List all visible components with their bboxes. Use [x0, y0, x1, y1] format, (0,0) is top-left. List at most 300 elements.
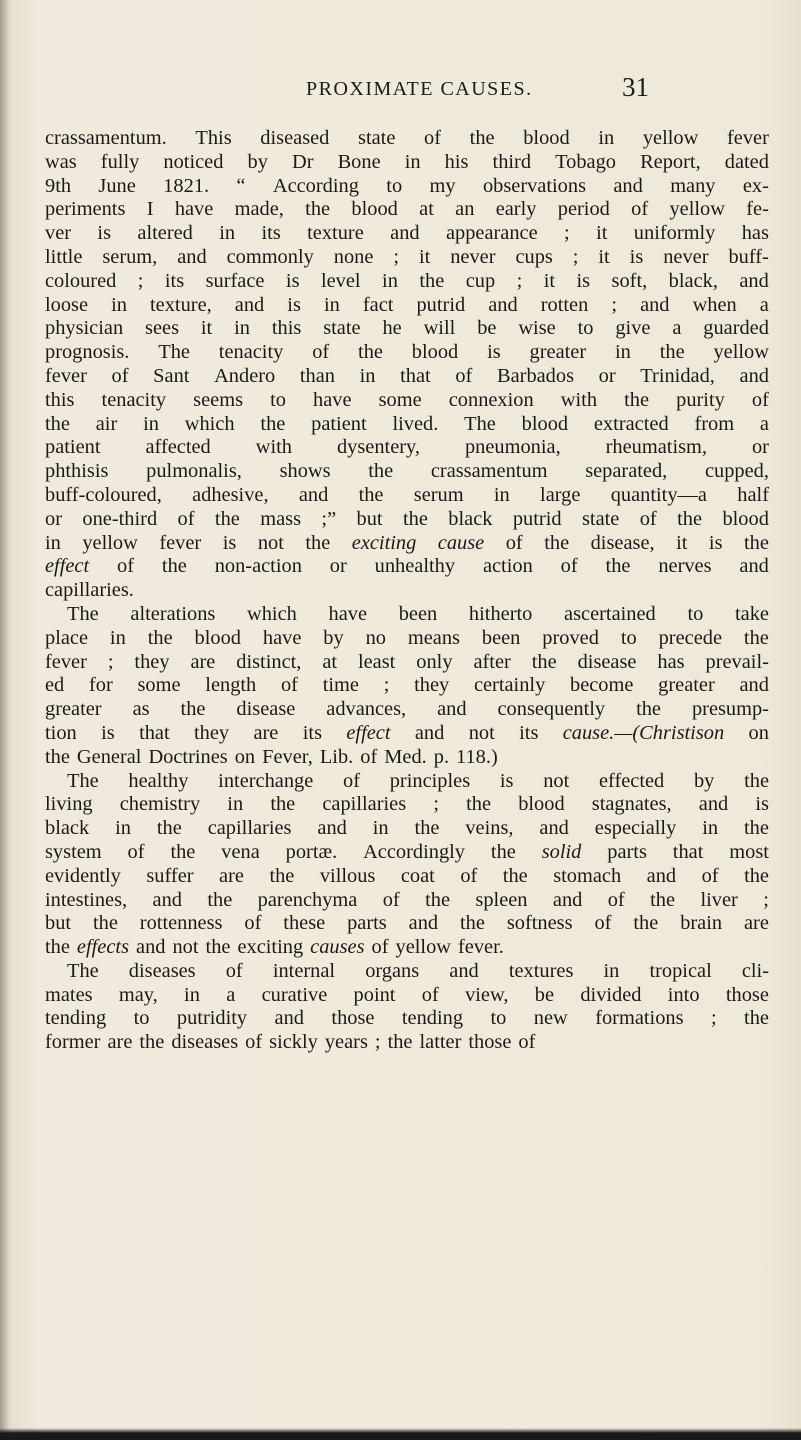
- word: affected: [145, 436, 211, 459]
- word: guarded: [703, 317, 769, 340]
- word: ;: [383, 674, 390, 697]
- text-line: [45, 175, 769, 199]
- word: and: [390, 222, 420, 245]
- word: these: [283, 912, 326, 935]
- word: fever: [726, 127, 769, 149]
- word: rottenness: [139, 912, 223, 935]
- word: but: [356, 507, 383, 530]
- text-line: [45, 841, 769, 865]
- word: rheumatism,: [605, 436, 708, 459]
- word: and: [234, 293, 265, 316]
- word: been: [398, 602, 438, 625]
- word: mass: [260, 507, 302, 530]
- word: sickly: [269, 1031, 318, 1054]
- text-line: [45, 603, 769, 627]
- word: the: [270, 793, 296, 816]
- word: was: [45, 150, 77, 173]
- word: length: [205, 674, 257, 697]
- word: of: [312, 341, 330, 364]
- word: Tobago: [555, 150, 616, 173]
- word: years: [324, 1031, 368, 1054]
- word: suffer: [146, 864, 194, 887]
- word: will: [423, 317, 456, 340]
- word: or: [751, 436, 769, 459]
- word: parenchyma: [257, 888, 358, 911]
- word: Fever,: [262, 745, 313, 768]
- word: veins,: [465, 817, 514, 840]
- word: mates: [45, 983, 93, 1006]
- word: the: [744, 1007, 769, 1030]
- word: yellow: [642, 127, 699, 149]
- word: level: [320, 269, 361, 292]
- page-edge-shadow: [0, 1428, 801, 1440]
- word: ;: [107, 650, 114, 673]
- word: pneumonia,: [464, 436, 561, 459]
- word: they: [194, 721, 230, 744]
- text-line: [45, 484, 769, 508]
- word: they: [414, 674, 450, 697]
- word: and: [408, 912, 439, 935]
- word: and: [739, 555, 769, 578]
- word: and: [488, 293, 518, 316]
- word: is: [487, 341, 501, 364]
- word: in: [359, 364, 376, 387]
- word: at: [322, 650, 338, 673]
- word: of: [245, 1031, 263, 1054]
- word: Trinidad,: [640, 364, 715, 387]
- word: evidently: [45, 864, 121, 887]
- word: is: [576, 269, 591, 292]
- word: ;”: [321, 507, 337, 530]
- word: and: [152, 888, 182, 911]
- word: I: [146, 198, 154, 221]
- word: the: [161, 555, 187, 578]
- word: tenacity: [218, 341, 284, 364]
- text-line: [45, 912, 769, 936]
- word: blood: [523, 127, 570, 149]
- word: and: [739, 674, 769, 697]
- word: the: [368, 460, 394, 483]
- word: is: [755, 793, 769, 816]
- word: capillaries: [207, 817, 292, 840]
- word: its: [519, 721, 539, 744]
- word: and: [274, 1007, 304, 1030]
- word: advances,: [326, 698, 407, 721]
- word: means: [407, 626, 460, 649]
- word: 9th: [45, 174, 72, 197]
- word: the: [269, 864, 295, 887]
- word: distinct,: [236, 650, 302, 673]
- word: are: [744, 912, 769, 935]
- word: and: [613, 174, 643, 197]
- word: period: [557, 198, 610, 221]
- word: as: [132, 698, 150, 721]
- word: tending: [401, 1007, 464, 1030]
- word: the: [460, 912, 485, 935]
- word: the: [305, 531, 331, 554]
- word: the: [531, 650, 557, 673]
- text-line: [45, 698, 769, 722]
- word: brain: [680, 912, 723, 935]
- word: those: [725, 983, 769, 1006]
- word: fever: [159, 531, 202, 554]
- word: serum: [413, 483, 464, 506]
- word: putrid: [512, 507, 562, 530]
- word: give: [615, 317, 651, 340]
- word: the: [490, 840, 516, 863]
- word: is: [629, 245, 644, 268]
- word: in: [184, 983, 200, 1006]
- word: the: [205, 936, 231, 959]
- word: most: [729, 840, 769, 863]
- word: Bone: [337, 150, 381, 173]
- word: only: [416, 650, 453, 673]
- word: state: [323, 317, 361, 340]
- text-line: [45, 365, 769, 389]
- word: ed: [45, 674, 65, 697]
- word: quantity—a: [610, 483, 707, 506]
- word: The: [67, 769, 99, 792]
- word: textures: [508, 959, 574, 982]
- word: of: [639, 507, 657, 530]
- word: internal: [272, 959, 336, 982]
- word: and: [449, 959, 479, 982]
- word: it: [598, 245, 610, 268]
- word: the: [387, 1031, 413, 1054]
- word: air: [95, 412, 118, 435]
- word: the: [744, 769, 769, 792]
- word: in: [603, 959, 620, 982]
- text-line: [45, 651, 769, 675]
- word: of: [117, 555, 135, 578]
- word: blood: [351, 198, 398, 221]
- word: the: [677, 507, 703, 530]
- word: from: [694, 412, 735, 435]
- word: Doctrines: [148, 745, 228, 768]
- word: ver: [45, 222, 72, 245]
- word: tending: [45, 1007, 107, 1030]
- word: a: [672, 317, 682, 340]
- word: has: [741, 222, 769, 245]
- word: has: [657, 650, 685, 673]
- word: not: [172, 936, 199, 959]
- word: the: [260, 412, 286, 435]
- text-line: [45, 984, 769, 1008]
- word: and: [437, 698, 467, 721]
- word: to: [133, 1007, 150, 1030]
- word: this: [271, 317, 302, 340]
- text-line: [45, 579, 769, 603]
- word: of: [244, 912, 262, 935]
- word: 1821.: [163, 174, 210, 197]
- text-line: [45, 389, 769, 413]
- word: certainly: [473, 674, 546, 697]
- word: exciting: [237, 936, 304, 959]
- word: are: [253, 721, 279, 744]
- word: patient: [45, 436, 101, 459]
- word: it: [200, 317, 213, 340]
- text-line: [45, 674, 769, 698]
- word: putrid: [416, 293, 466, 316]
- word: in: [323, 293, 340, 316]
- word: may,: [118, 983, 158, 1006]
- word: that: [139, 721, 170, 744]
- word: ;: [374, 1031, 381, 1054]
- text-line: [45, 793, 769, 817]
- word: the: [156, 817, 182, 840]
- word: of: [177, 507, 195, 530]
- text-line: [45, 151, 769, 175]
- word: putridity: [176, 1007, 248, 1030]
- word: system: [45, 840, 102, 863]
- word: in: [143, 412, 159, 435]
- text-line: [45, 460, 769, 484]
- word: the: [744, 864, 769, 887]
- word: early: [495, 198, 537, 221]
- text-line: [45, 817, 769, 841]
- word: and: [552, 888, 583, 911]
- word: in: [219, 222, 236, 245]
- word: of: [455, 364, 473, 387]
- word: blood: [194, 626, 241, 649]
- word: and: [739, 269, 769, 292]
- word: none: [333, 245, 374, 268]
- word: This: [195, 127, 232, 149]
- text-line: [45, 508, 769, 532]
- word: interchange: [218, 769, 314, 792]
- word: in: [45, 531, 61, 554]
- word: proved: [542, 626, 599, 649]
- word: been: [481, 626, 521, 649]
- word: by: [247, 150, 268, 173]
- word: never: [450, 245, 496, 268]
- word: vena: [221, 840, 260, 863]
- word: The: [464, 412, 496, 435]
- word: my: [429, 174, 456, 197]
- word: ;: [393, 245, 399, 268]
- word: those: [331, 1007, 375, 1030]
- word: never: [663, 245, 709, 268]
- word: buff-: [728, 245, 769, 268]
- word: after: [473, 650, 511, 673]
- word: villous: [319, 864, 376, 887]
- word: state: [581, 507, 620, 530]
- word: black,: [668, 269, 718, 292]
- text-line: [45, 317, 769, 341]
- word: he: [382, 317, 402, 340]
- word: to: [687, 602, 704, 625]
- word: diseased: [260, 127, 330, 149]
- word: of: [424, 127, 442, 149]
- word: the: [305, 198, 331, 221]
- word: and: [317, 817, 347, 840]
- word: this: [45, 388, 75, 411]
- word: solid: [541, 840, 582, 863]
- word: appearance: [445, 222, 538, 245]
- word: of: [421, 983, 439, 1006]
- word: ;: [611, 293, 618, 316]
- word: and: [640, 293, 670, 316]
- text-line: [45, 341, 769, 365]
- word: it: [543, 269, 556, 292]
- word: principles: [389, 769, 471, 792]
- word: chemistry: [119, 793, 201, 816]
- word: by: [323, 626, 344, 649]
- word: Med.: [384, 745, 427, 768]
- text-line: [45, 198, 769, 222]
- word: the: [605, 555, 631, 578]
- word: the: [744, 531, 769, 554]
- word: Andero: [214, 364, 276, 387]
- word: the: [147, 626, 173, 649]
- word: effects: [76, 936, 130, 959]
- word: pulmonalis,: [146, 460, 242, 483]
- word: precede: [658, 626, 722, 649]
- text-line: [45, 746, 769, 770]
- word: Barbados: [497, 364, 575, 387]
- word: portæ.: [285, 840, 338, 863]
- word: and: [646, 864, 677, 887]
- word: on: [234, 745, 256, 768]
- word: blood: [518, 793, 565, 816]
- word: According: [272, 174, 359, 197]
- text-line: [45, 436, 769, 460]
- word: some: [378, 388, 422, 411]
- text-line: [45, 222, 769, 246]
- word: which: [247, 602, 297, 625]
- word: one-third: [82, 507, 158, 530]
- word: yellow: [395, 936, 452, 959]
- word: General: [76, 745, 142, 768]
- text-line: [45, 246, 769, 270]
- word: and: [298, 483, 329, 506]
- word: ;: [433, 793, 439, 816]
- word: the: [544, 531, 570, 554]
- text-line: [45, 936, 769, 960]
- word: of: [505, 531, 523, 554]
- body-text: [45, 127, 769, 1055]
- word: prevail-: [705, 650, 769, 673]
- word: a: [226, 983, 236, 1006]
- word: Report,: [640, 150, 701, 173]
- word: living: [45, 793, 93, 816]
- word: and: [698, 793, 729, 816]
- word: disease: [236, 698, 296, 721]
- word: an: [455, 198, 475, 221]
- text-line: [45, 555, 769, 579]
- word: disease,: [590, 531, 655, 554]
- text-line: [45, 294, 769, 318]
- word: intestines,: [45, 888, 128, 911]
- word: nerves: [658, 555, 712, 578]
- word: are: [107, 1031, 133, 1054]
- word: liver: [700, 888, 738, 911]
- word: and: [414, 721, 445, 744]
- word: time: [322, 674, 359, 697]
- word: spleen: [475, 888, 528, 911]
- word: little: [45, 245, 83, 268]
- word: crassamentum: [430, 460, 548, 483]
- word: causes: [310, 936, 365, 959]
- word: Accordingly: [363, 840, 466, 863]
- word: when: [692, 293, 737, 316]
- word: or: [329, 555, 347, 578]
- word: cups: [515, 245, 553, 268]
- word: the: [180, 698, 206, 721]
- word: of: [382, 888, 400, 911]
- word: of: [280, 674, 298, 697]
- word: non-action: [214, 555, 302, 578]
- word: the: [214, 507, 240, 530]
- word: Lib.: [319, 745, 354, 768]
- word: half: [737, 483, 769, 506]
- word: not: [257, 531, 284, 554]
- word: the: [419, 269, 445, 292]
- word: of: [751, 388, 769, 411]
- word: is: [287, 293, 301, 316]
- word: tion: [45, 721, 77, 744]
- word: yellow: [669, 198, 725, 221]
- word: in: [234, 317, 250, 340]
- word: to: [386, 174, 403, 197]
- word: capillaries.: [45, 579, 134, 602]
- word: adhesive,: [192, 483, 269, 506]
- word: The: [67, 959, 99, 982]
- word: for: [88, 674, 113, 697]
- word: it: [676, 531, 688, 554]
- word: and: [539, 817, 569, 840]
- word: of: [127, 840, 145, 863]
- word: at: [419, 198, 434, 221]
- word: connexion: [448, 388, 534, 411]
- word: is: [97, 222, 112, 245]
- text-line: [45, 413, 769, 437]
- word: organs: [365, 959, 420, 982]
- word: by: [693, 769, 715, 792]
- word: is: [708, 531, 723, 554]
- text-line: [45, 627, 769, 651]
- word: the: [402, 507, 428, 530]
- word: observations: [482, 174, 587, 197]
- word: is: [101, 721, 115, 744]
- word: fever.: [458, 936, 504, 959]
- page-number: 31: [622, 72, 649, 102]
- text-line: [45, 865, 769, 889]
- word: that: [400, 364, 431, 387]
- word: crassamentum.: [45, 127, 167, 149]
- page-header: [0, 68, 801, 108]
- word: new: [533, 1007, 568, 1030]
- word: cupped,: [704, 460, 769, 483]
- word: of: [518, 1031, 536, 1054]
- word: exciting: [351, 531, 417, 554]
- word: shows: [279, 460, 331, 483]
- text-line: [45, 889, 769, 913]
- word: stomach: [553, 864, 622, 887]
- word: latter: [419, 1031, 462, 1054]
- word: softness: [506, 912, 573, 935]
- word: wise: [518, 317, 556, 340]
- word: which: [184, 412, 235, 435]
- word: effected: [598, 769, 665, 792]
- word: Sant: [153, 364, 190, 387]
- word: in: [372, 817, 389, 840]
- word: yellow: [82, 531, 138, 554]
- word: cause.—(Christison: [562, 721, 725, 744]
- word: separated,: [585, 460, 668, 483]
- word: uniformly: [633, 222, 716, 245]
- word: with: [255, 436, 292, 459]
